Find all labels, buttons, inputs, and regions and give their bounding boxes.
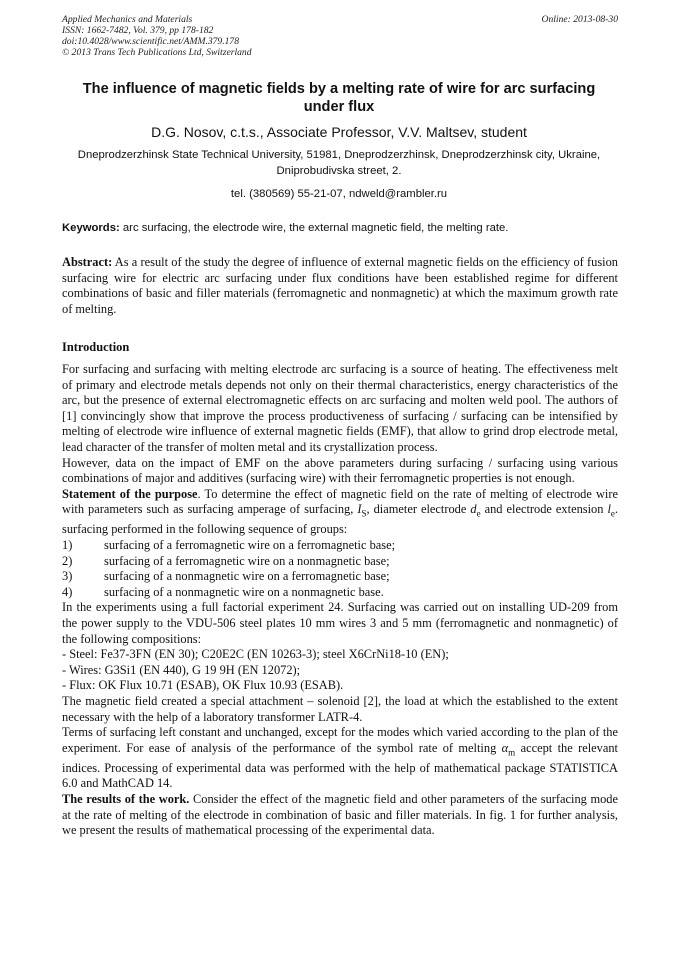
keywords-text: arc surfacing, the electrode wire, the external magnetic field, the melting rate.: [119, 222, 509, 234]
issn: ISSN: 1662-7482, Vol. 379, pp 178-182: [62, 25, 214, 36]
abstract-text: As a result of the study the degree of influence of external magnetic fields on the efficiency of fusion surfacing wire for electric arc surfacing under flux conditions have been established regime for different combinations of basic and filler materials (ferromagnetic and nonmagnetic) at which the maximum growth rate of melting.: [62, 255, 618, 316]
solenoid-paragraph: The magnetic field created a special attachment – solenoid [2], the load at which the established to the extent necessary with the help of a laboratory transformer LATR-4.: [62, 693, 618, 724]
group-list: [62, 538, 618, 600]
paper-title: The influence of magnetic fields by a melting rate of wire for arc surfacing under flux: [82, 81, 596, 115]
list-text: surfacing of a ferromagnetic wire on a ferromagnetic base;: [104, 538, 396, 552]
var-alpha: α: [501, 740, 509, 755]
copyright: © 2013 Trans Tech Publications Ltd, Switzerland: [62, 47, 252, 58]
var-current: I: [357, 502, 362, 517]
results-label: The results of the work.: [62, 791, 190, 806]
intro-paragraph-1: For surfacing and surfacing with melting electrode arc surfacing is a source of heating. The effectiveness melt of primary and electrode metals depends not only on their thermal characteristics, energy characteristics of the arc, but the presence of external electromagnetic effects on arc surfacing and molten weld pool. The authors of [1] convincingly show that improve the process productiveness of surfacing / surfacing can be intensified by melting of electrode wire influence of external magnetic fields (EMF), that allow to grind drop electrode metal, lead character of the transfer of molten metal and its crystallization process.: [62, 362, 618, 454]
terms-text: Terms of surfacing left constant and unchanged, except for the modes which varied according to the plan of the experiment. For ease of analysis of the performance of the symbol rate of melting: [62, 725, 618, 755]
purpose-text: and electrode extension: [480, 502, 608, 517]
purpose-paragraph: [62, 487, 618, 538]
results-text: Consider the effect of the magnetic field and other parameters of the surfacing mode at the rate of melting of the electrode in combination of basic and filler materials. In fig. 1 for further analysis, we present the results of mathematical processing of the experimental data.: [62, 791, 618, 838]
online-date: Online: 2013-08-30: [541, 14, 618, 25]
list-item: [62, 538, 618, 554]
abstract: [62, 255, 618, 317]
introduction-heading: Introduction: [62, 340, 130, 354]
affiliation: Dneprodzerzhinsk State Technical University, 51981, Dneprodzerzhinsk, Dneprodzerzhinsk city, Ukraine, Dniprobudivska street, 2.: [77, 149, 601, 177]
experiments-paragraph: In the experiments using a full factorial experiment 24. Surfacing was carried out on installing UD-209 from the power supply to the VDU-506 steel plates 10 mm wires 3 and 5 mm (ferromagnetic and nonmagnetic) of the following compositions:: [62, 600, 618, 646]
list-number: 4): [62, 584, 73, 599]
intro-paragraph-2: However, data on the impact of EMF on the above parameters during surfacing / surfacing using various combinations of major and additives (surfacing wire) with their ferromagnetic properties is not enough.: [62, 455, 618, 486]
journal-header: [62, 14, 618, 58]
contact-info: tel. (380569) 55-21-07, ndweld@rambler.ru: [230, 188, 448, 200]
list-item: [62, 554, 618, 570]
list-text: surfacing of a ferromagnetic wire on a nonmagnetic base;: [104, 553, 390, 568]
var-extension-sub: e: [610, 508, 615, 519]
var-current-sub: S: [361, 508, 367, 519]
purpose-text: . surfacing performed in the following sequence of groups:: [62, 502, 619, 537]
list-number: 3): [62, 569, 73, 584]
var-diameter-sub: e: [476, 508, 481, 519]
list-number: 1): [62, 538, 73, 552]
list-text: surfacing of a nonmagnetic wire on a ferromagnetic base;: [104, 569, 390, 584]
material-line: - Flux: OK Flux 10.71 (ESAB), OK Flux 10.93 (ESAB).: [62, 678, 344, 693]
journal-name: Applied Mechanics and Materials: [62, 14, 193, 25]
material-line: - Wires: G3Si1 (EN 440), G 19 9H (EN 12072);: [62, 662, 301, 677]
purpose-text: , diameter electrode: [366, 502, 471, 517]
results-paragraph: [62, 792, 618, 839]
var-diameter: d: [470, 502, 477, 517]
purpose-label: Statement of the purpose: [62, 486, 198, 501]
keywords: [62, 221, 618, 235]
purpose-text: . To determine the effect of magnetic field on the rate of melting of electrode wire with parameters such as surfacing amperage of surfacing,: [62, 486, 618, 517]
list-item: [62, 585, 618, 601]
main-body: [62, 362, 618, 839]
var-alpha-sub: m: [508, 747, 516, 758]
terms-paragraph: [62, 725, 618, 792]
list-text: surfacing of a nonmagnetic wire on a nonmagnetic base.: [104, 584, 384, 599]
terms-text: accept the relevant indices. Processing of experimental data was performed with the help of mathematical package STATISTICA 6.0 and MathCAD 14.: [62, 740, 618, 791]
doi: doi:10.4028/www.scientific.net/AMM.379.178: [62, 36, 240, 47]
keywords-label: Keywords:: [62, 222, 120, 234]
list-item: [62, 569, 618, 585]
abstract-label: Abstract:: [62, 255, 113, 269]
var-extension: l: [607, 502, 611, 517]
material-line: - Steel: Fe37-3FN (EN 30); C20E2C (EN 10263-3); steel X6CrNi18-10 (EN);: [62, 647, 449, 662]
authors: D.G. Nosov, c.t.s., Associate Professor, V.V. Maltsev, student: [151, 124, 527, 140]
list-number: 2): [62, 553, 73, 568]
